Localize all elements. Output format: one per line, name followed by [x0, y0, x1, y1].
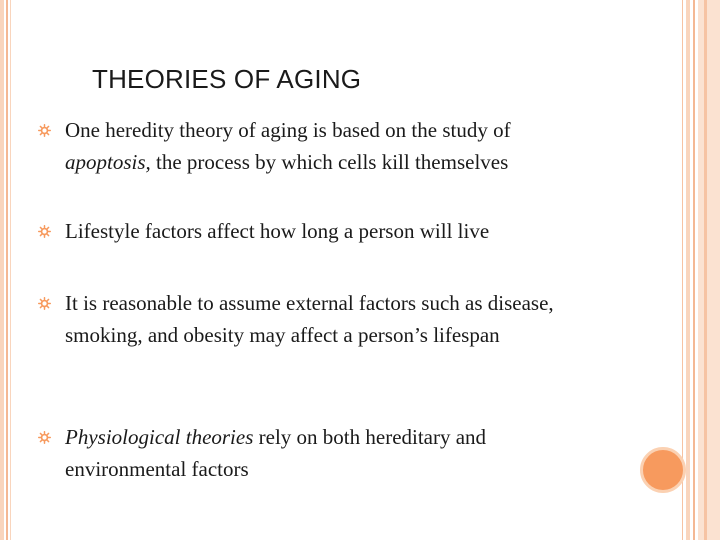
bullet-text: [65, 288, 598, 351]
right-frame-border: [682, 0, 720, 540]
bullet-text: [65, 216, 598, 248]
left-frame-border: [0, 0, 14, 540]
bullet-text: [65, 422, 598, 485]
bullet-item: [38, 216, 598, 248]
orange-sun-icon: [38, 431, 51, 444]
bullet-item: [38, 422, 598, 485]
bullet-text-italic: Physiological theories: [65, 425, 254, 449]
bullet-item: [38, 115, 598, 178]
bullet-text-part: One heredity theory of aging is based on the study of: [65, 118, 511, 142]
bullet-text-part: the process by which cells kill themselves: [150, 149, 509, 174]
orange-sun-icon: [38, 124, 51, 137]
slide-title: THEORIES OF AGING: [92, 64, 362, 94]
bullet-item: [38, 288, 598, 351]
bullet-text-italic: apoptosis,: [65, 149, 151, 174]
decorative-orange-circle: [640, 447, 686, 493]
orange-sun-icon: [38, 225, 51, 238]
bullet-text-part: It is reasonable to assume external factors such as disease, smoking, and obesity may affect a person’s lifespan: [65, 291, 554, 347]
bullet-text: [65, 115, 598, 178]
orange-sun-icon: [38, 297, 51, 310]
bullet-text-part: Lifestyle factors affect how long a person will live: [65, 219, 490, 243]
bullet-text-part: rely on both hereditary and environmental factors: [65, 425, 487, 481]
